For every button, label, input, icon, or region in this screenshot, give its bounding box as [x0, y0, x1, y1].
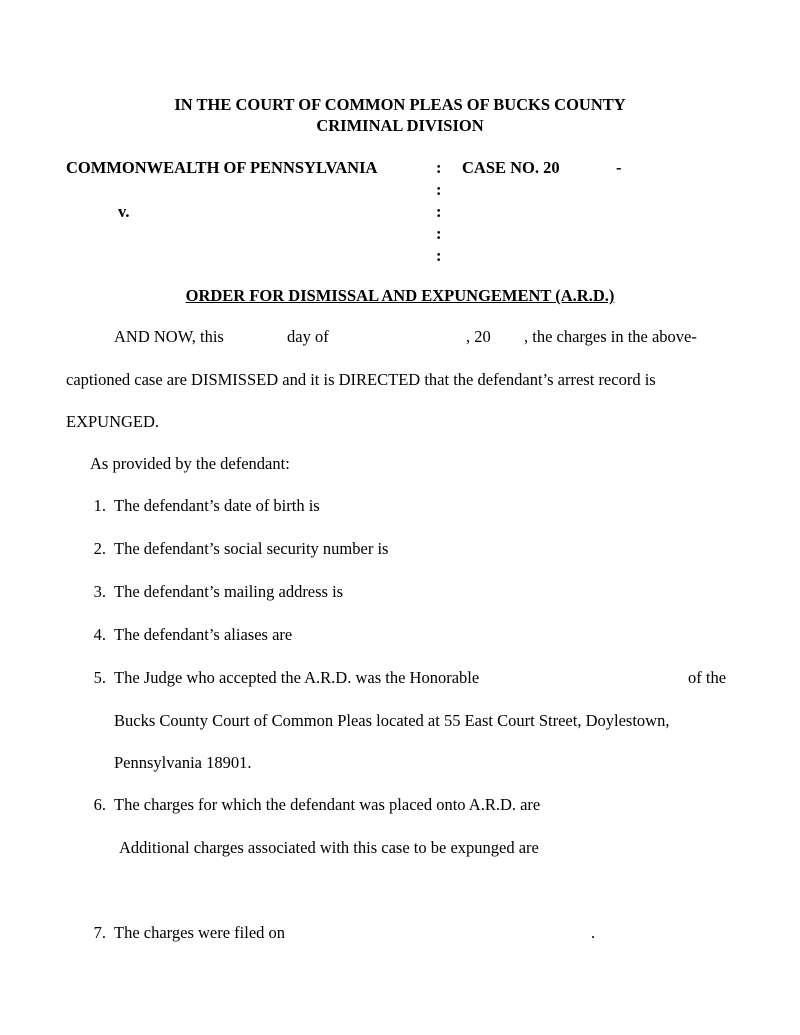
item-judge-cont-1: Bucks County Court of Common Pleas located at 55 East Court Street, Doylestown,: [114, 711, 670, 730]
year-prefix: , 20: [466, 327, 491, 346]
item-judge-suffix: of the: [688, 668, 727, 687]
item-number: 4.: [93, 625, 106, 644]
item-additional-charges: Additional charges associated with this case to be expunged are: [119, 838, 539, 857]
item-filed-on-period: .: [591, 923, 596, 942]
item-judge-cont-2: Pennsylvania 18901.: [114, 753, 252, 772]
item-number: 5.: [93, 668, 106, 687]
plaintiff-name: COMMONWEALTH OF PENNSYLVANIA: [66, 158, 378, 177]
item-number: 6.: [93, 795, 106, 814]
charges-text: , the charges in the above-: [524, 327, 697, 346]
and-now-text: AND NOW, this: [114, 327, 224, 346]
item-dob: The defendant’s date of birth is: [114, 496, 320, 515]
division-heading: CRIMINAL DIVISION: [316, 116, 484, 135]
caption-colon: :: [436, 246, 442, 265]
caption-colon: :: [436, 202, 442, 221]
item-ssn: The defendant’s social security number is: [114, 539, 389, 558]
item-charges: The charges for which the defendant was placed onto A.R.D. are: [114, 795, 541, 814]
versus: v.: [118, 202, 130, 221]
item-number: 3.: [93, 582, 106, 601]
item-aliases: The defendant’s aliases are: [114, 625, 293, 644]
item-address: The defendant’s mailing address is: [114, 582, 344, 601]
case-number-dash: -: [616, 158, 622, 177]
order-line-3: EXPUNGED.: [66, 412, 160, 431]
court-heading: IN THE COURT OF COMMON PLEAS OF BUCKS COUNTY: [174, 95, 626, 114]
caption-colon: :: [436, 224, 442, 243]
item-number: 2.: [93, 539, 106, 558]
caption-colon: :: [436, 158, 442, 177]
case-number-label: CASE NO. 20: [462, 158, 560, 177]
provided-by-text: As provided by the defendant:: [90, 454, 290, 473]
item-filed-on: The charges were filed on: [114, 923, 286, 942]
order-line-2: captioned case are DISMISSED and it is DIRECTED that the defendant’s arrest record is: [66, 370, 656, 389]
item-number: 7.: [93, 923, 106, 942]
item-judge: The Judge who accepted the A.R.D. was the Honorable: [114, 668, 480, 687]
item-number: 1.: [93, 496, 106, 515]
order-title: ORDER FOR DISMISSAL AND EXPUNGEMENT (A.R.D.): [185, 286, 615, 305]
caption-colon: :: [436, 180, 442, 199]
day-of-text: day of: [287, 327, 329, 346]
